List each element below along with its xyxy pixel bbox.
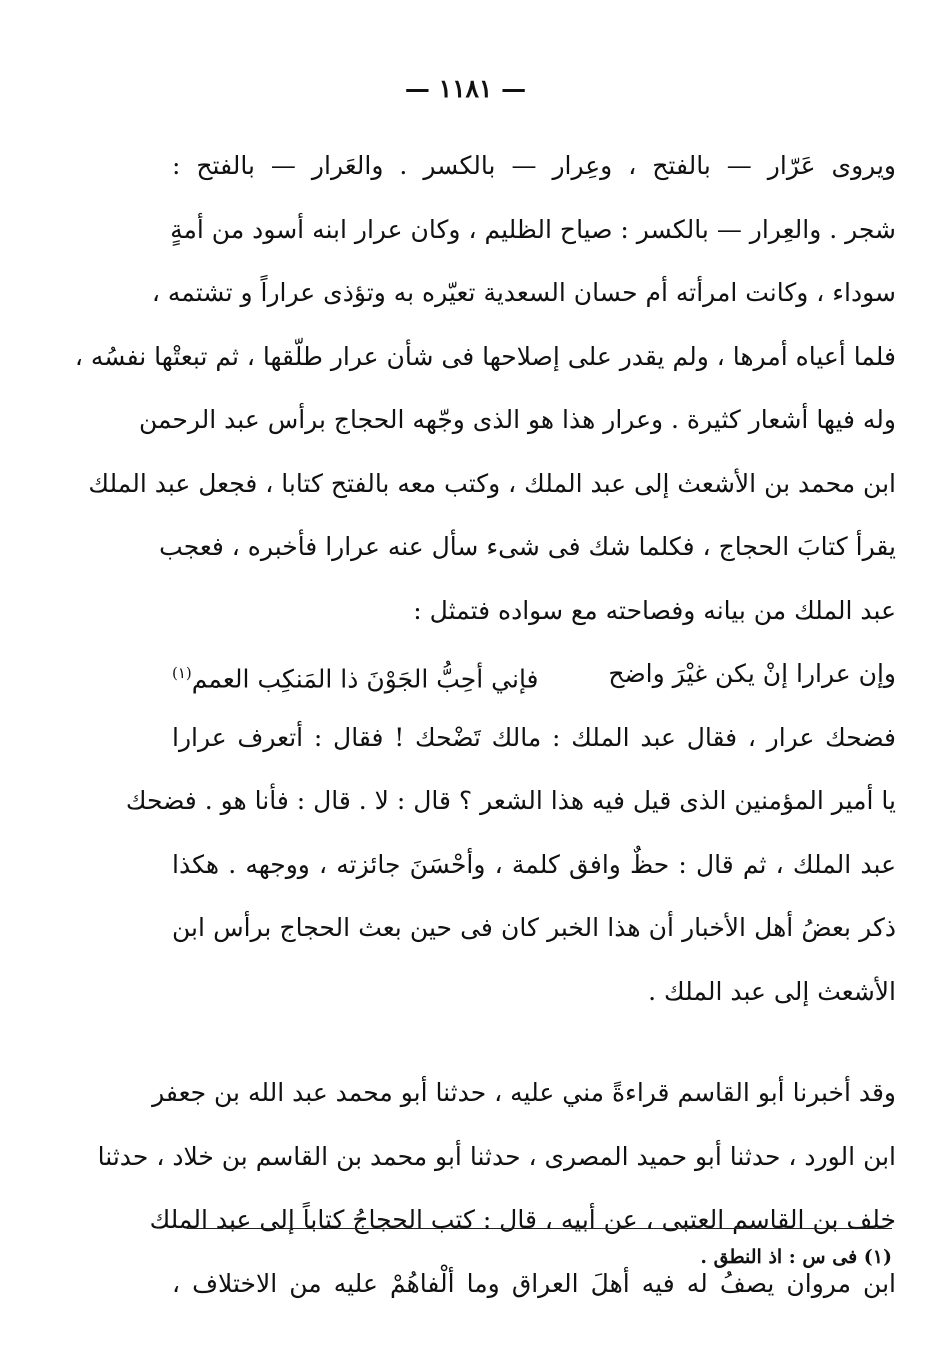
paragraph-3 (97, 1061, 896, 1315)
footnote-divider (187, 1228, 892, 1229)
text-line: ويروى عَرّار — بالفتح ، وعِرار — بالكسر . والعَرار — بالفتح : (172, 151, 896, 180)
text-line: عبد الملك من بيانه وفصاحته مع سواده فتمثل : (413, 595, 896, 625)
main-text (74, 134, 896, 1315)
text-line: فلما أعياه أمرها ، ولم يقدر على إصلاحها فى شأن عرار طلّقها ، ثم تبعتْها نفسُه ، (74, 341, 896, 371)
text-line: سوداء ، وكانت امرأته أم حسان السعدية تعيّره به وتؤذى عراراً و تشتمه ، (151, 278, 896, 307)
footnote-marker: (١) (172, 664, 192, 682)
text-line: ذكر بعضُ أهل الأخبار أن هذا الخبر كان فى حين بعث الحجاج برأس ابن (172, 913, 896, 942)
text-line: وقد أخبرنا أبو القاسم قراءةً مني عليه ، حدثنا أبو محمد عبد الله بن جعفر (152, 1078, 896, 1107)
text-line: وله فيها أشعار كثيرة . وعرار هذا هو الذى وجّهه الحجاج برأس عبد الرحمن (138, 405, 896, 434)
text-line: ابن الورد ، حدثنا أبو حميد المصرى ، حدثنا أبو محمد بن القاسم بن خلاد ، حدثنا (97, 1141, 896, 1171)
text-line: ابن محمد بن الأشعث إلى عبد الملك ، وكتب معه بالفتح كتابا ، فجعل عبد الملك (88, 468, 896, 498)
text-line: عبد الملك ، ثم قال : حظٌ وافق كلمة ، وأحْسَنَ جائزته ، ووجهه . هكذا (172, 849, 896, 879)
text-line: خلف بن القاسم العتبى ، عن أبيه ، قال : كتب الحجاجُ كتاباً إلى عبد الملك (149, 1205, 896, 1234)
text-line: ابن مروان يصفُ له فيه أهلَ العراق وما ألْفاهُمْ عليه من الاختلاف ، (172, 1268, 896, 1298)
text-line: فضحك عرار ، فقال عبد الملك : مالك تَضْحك ! فقال : أتعرف عرارا (172, 722, 896, 752)
text-line: الأشعث إلى عبد الملك . (648, 976, 896, 1006)
text-line: شجر . والعِرار — بالكسر : صياح الظليم ، وكان عرار ابنه أسود من أمةٍ (170, 214, 896, 244)
text-line: يا أمير المؤمنين الذى قيل فيه هذا الشعر ؟ قال : لا . قال : فأنا هو . فضحك (125, 786, 896, 815)
paragraph-1 (74, 134, 896, 642)
paragraph-spacer (172, 1023, 896, 1061)
verse (172, 642, 896, 706)
footnote: (١) فى س : اذ النطق . (700, 1246, 892, 1268)
verse-second-hemistich: فإني أحِبُّ الجَوْنَ ذا المَنكِب العمم$^{(١)}$ (172, 664, 539, 694)
page-number: — ١١٨١ — (404, 74, 527, 103)
text-line: يقرأ كتابَ الحجاج ، فكلما شك فى شىء سأل عنه عرارا فأخبره ، فعجب (159, 532, 896, 561)
verse-first-hemistich: وإن عرارا إنْ يكن غيْرَ واضح (608, 659, 896, 688)
paragraph-2 (125, 706, 896, 1024)
